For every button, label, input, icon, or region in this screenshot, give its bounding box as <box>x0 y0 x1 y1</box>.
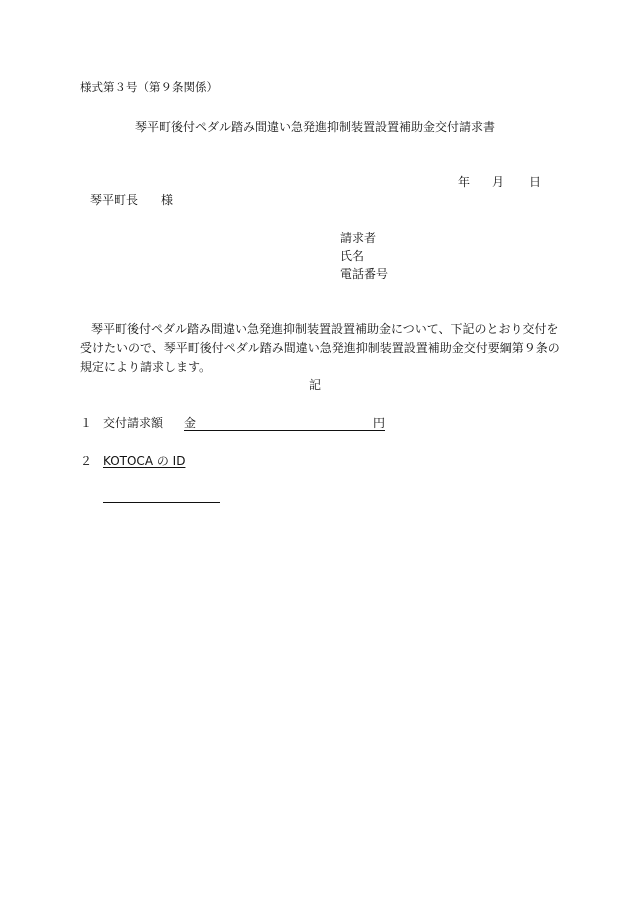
claim-amount-field <box>184 416 385 431</box>
amount-unit: 円 <box>372 416 385 430</box>
addressee-name: 琴平町長 <box>90 193 139 207</box>
kotoca-id-entry-line <box>103 502 220 503</box>
ki-heading: 記 <box>308 378 321 392</box>
form-number: 様式第３号（第９条関係） <box>80 80 218 94</box>
body-text-line: 琴平町後付ペダル踏み間違い急発進抑制装置設置補助金について、下記のとおり交付を <box>91 322 559 336</box>
item-number: ２ <box>80 454 93 468</box>
body-text-line: 規定により請求します。 <box>80 360 212 374</box>
claimant-name-label: 氏名 <box>340 249 365 263</box>
body-text-line: 受けたいので、琴平町後付ペダル踏み間違い急発進抑制装置設置補助金交付要綱第９条の <box>80 341 560 355</box>
date-month-label: 月 <box>492 175 505 189</box>
item-number: １ <box>80 416 93 430</box>
addressee-honorific: 様 <box>161 193 174 207</box>
claimant-label: 請求者 <box>340 231 377 245</box>
claimant-phone-label: 電話番号 <box>340 267 389 281</box>
date-day-label: 日 <box>529 175 542 189</box>
item-label: KOTOCA の ID <box>103 454 186 468</box>
item-label: 交付請求額 <box>103 416 164 430</box>
date-year-label: 年 <box>458 175 471 189</box>
amount-prefix: 金 <box>184 416 197 430</box>
document-title: 琴平町後付ペダル踏み間違い急発進抑制装置設置補助金交付請求書 <box>134 120 495 134</box>
